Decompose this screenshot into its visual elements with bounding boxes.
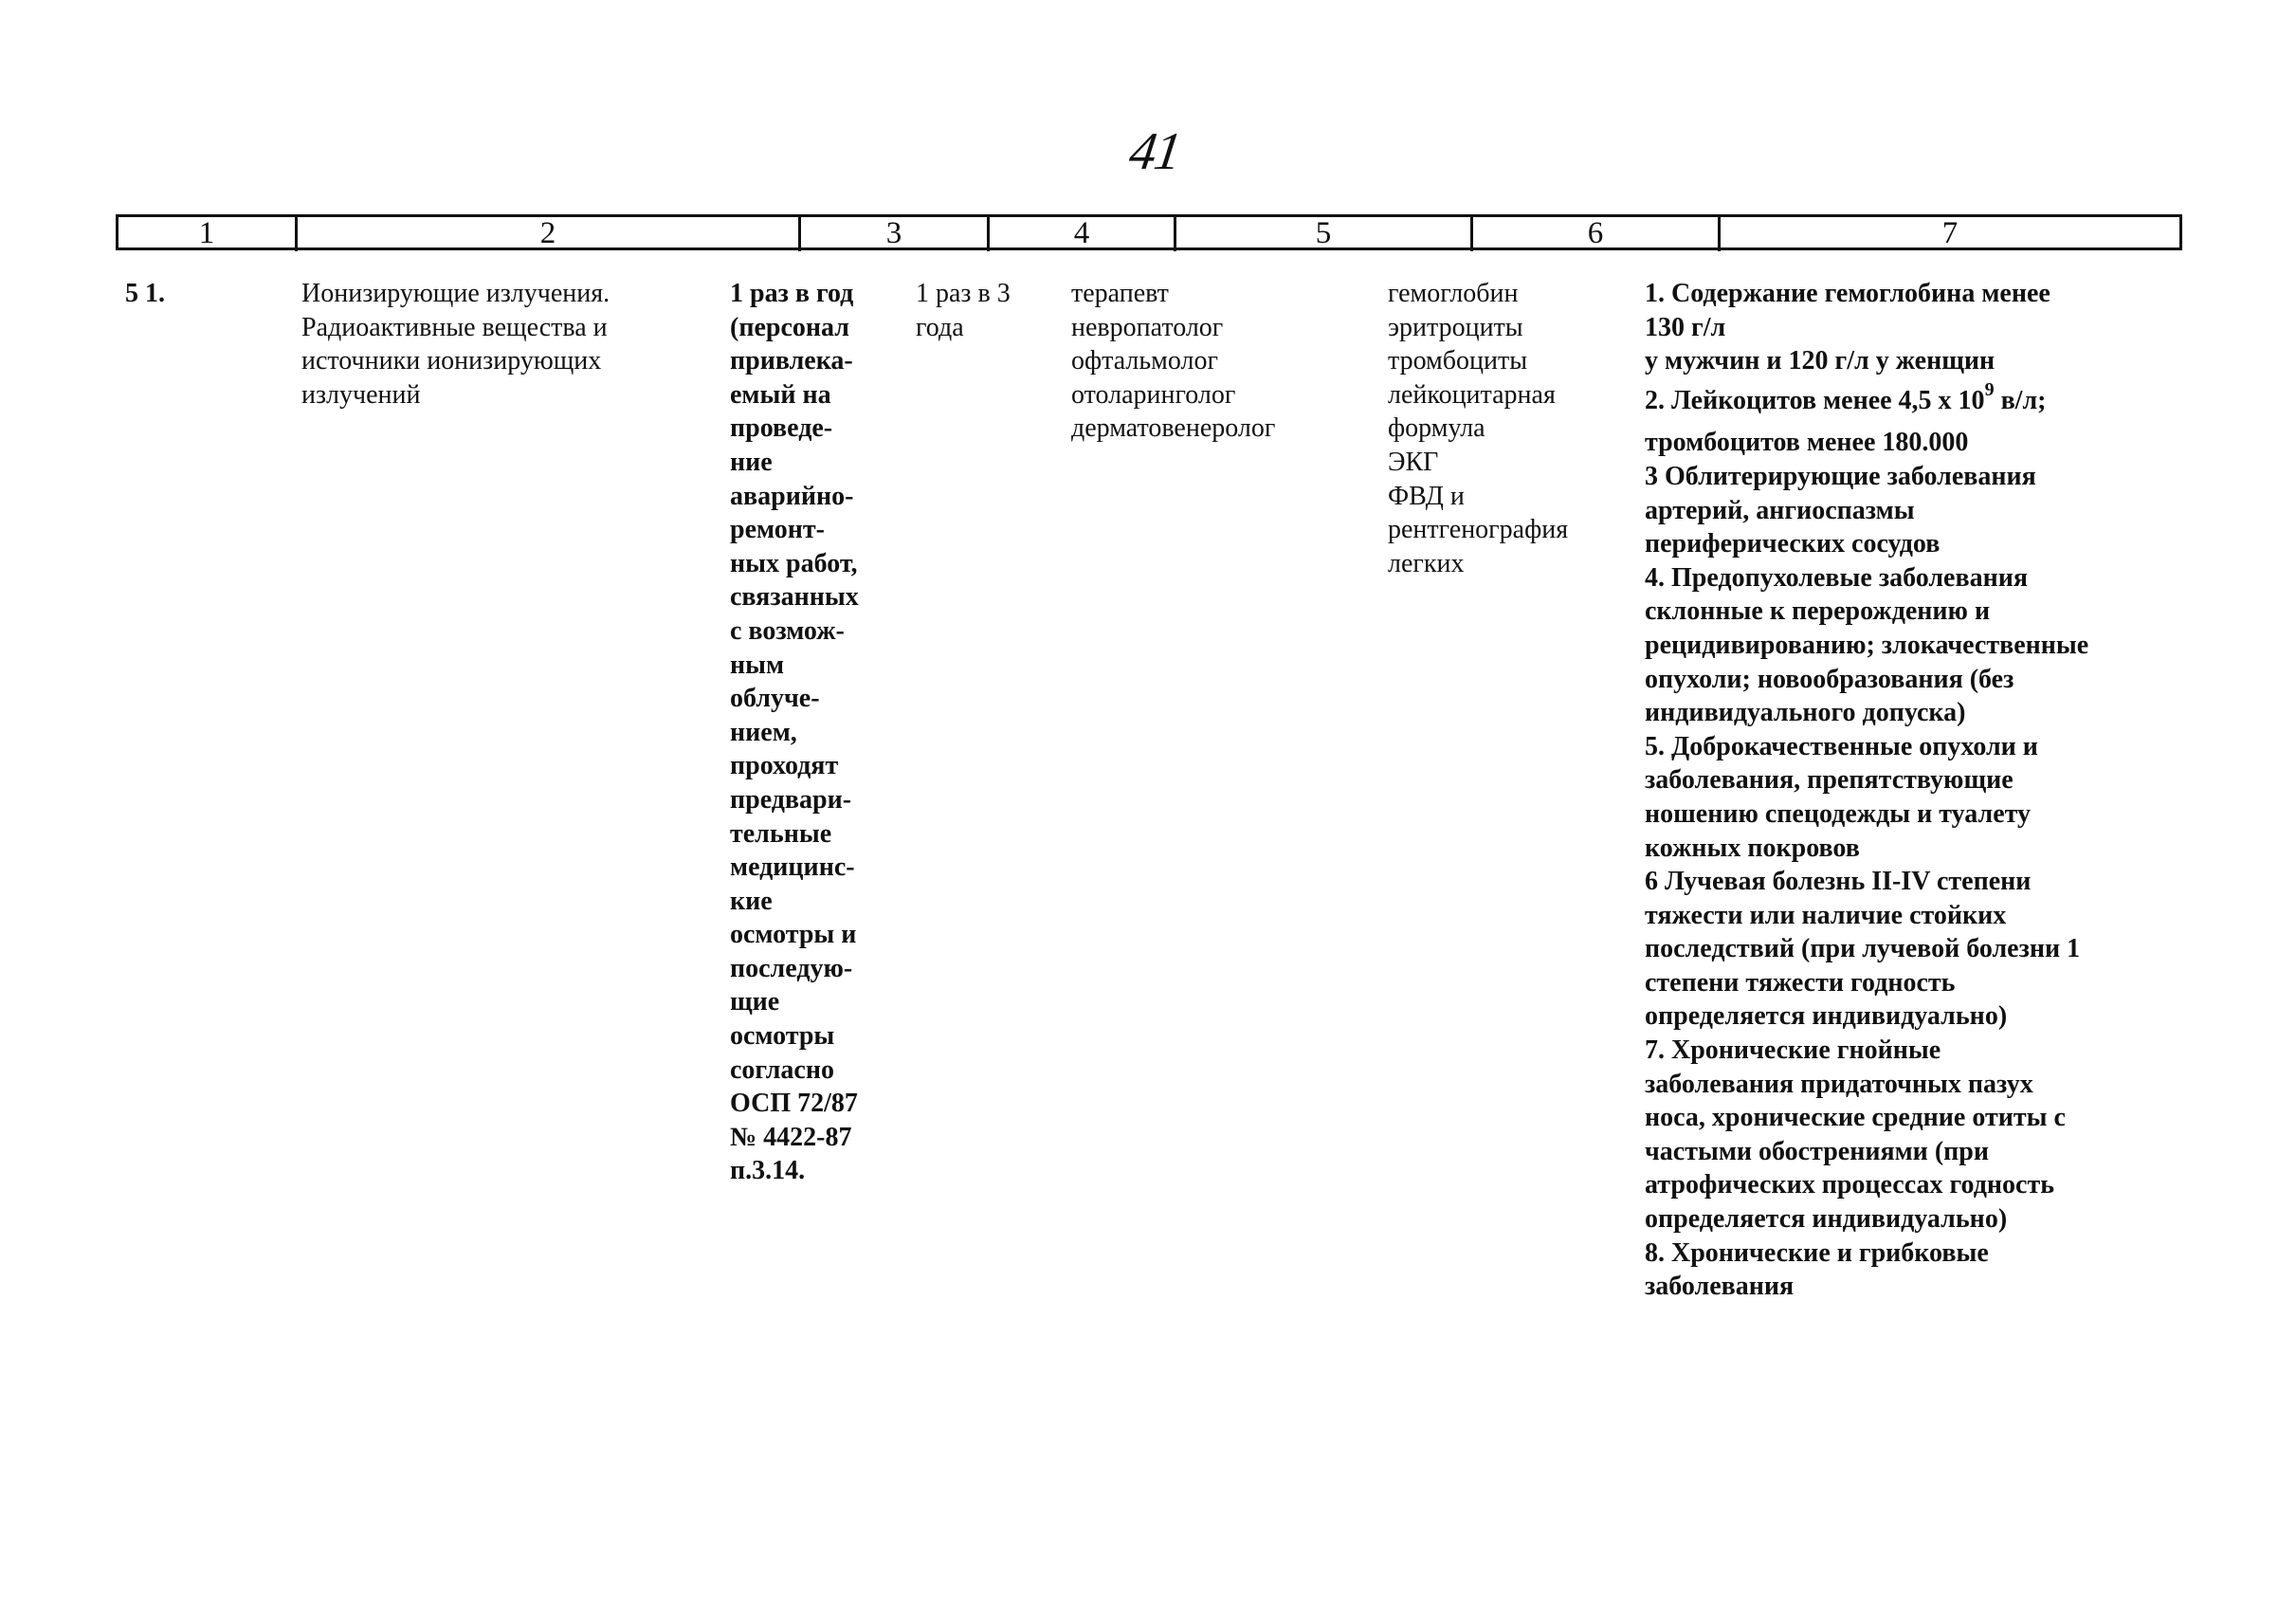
frequency-cell: 1 раз в год (персонал привлека- емый на проведе- ние аварийно- ремонт- ных работ, связанных с возмож- ным облуче- нием, проходят предвари- тельные медицинс- кие осмотры и последую- щие осмотры согласно ОСП 72/87 № 4422-87 п.3.14. (730, 279, 859, 1186)
contraindication-line: заболевания, препятствующие (1645, 765, 2014, 796)
specialist-frequency-cell: 1 раз в 3 года (916, 279, 1011, 342)
contraindication-line: 8. Хронические и грибковые (1645, 1237, 1989, 1268)
contraindication-line: индивидуального допуска) (1645, 698, 1966, 728)
leukocytes-text: 2. Лейкоцитов менее 4,5 х 10 (1645, 385, 1985, 415)
column-number-header (116, 214, 2182, 250)
studies-cell: гемоглобин эритроциты тромбоциты лейкоцитарная формула ЭКГ ФВД и рентгенография легких (1388, 279, 1569, 578)
contraindications-cell (1645, 277, 2195, 1304)
exponent-superscript: 9 (1984, 378, 1995, 400)
contraindication-line: 3 Облитерирующие заболевания (1645, 461, 2036, 491)
column-header-4: 4 (1073, 216, 1090, 250)
row-number: 5 1. (125, 279, 165, 308)
column-header-6: 6 (1587, 216, 1604, 250)
column-header-5: 5 (1315, 216, 1332, 250)
contraindication-list (1645, 426, 2195, 1303)
contraindication-line: ношению спецодежды и туалету (1645, 798, 2032, 829)
leukocytes-unit: в/л; (1994, 385, 2047, 415)
contraindication-line: последствий (при лучевой болезни 1 (1645, 934, 2081, 964)
contraindication-line: атрофических процессах годность (1645, 1170, 2055, 1200)
contraindication-line: тромбоцитов менее 180.000 (1645, 428, 1969, 458)
column-header-1: 1 (198, 216, 215, 250)
contraindication-line: рецидивированию; злокачественные (1645, 630, 2089, 660)
contraindication-line: 4. Предопухолевые заболевания (1645, 562, 2029, 593)
contraindication-line: носа, хронические средние отиты с (1645, 1103, 2066, 1133)
contraindication-line: 130 г/л (1645, 312, 1726, 342)
page-number: 41 (1125, 122, 1184, 181)
contraindication-line: 7. Хронические гнойные (1645, 1035, 1941, 1066)
contraindication-line: заболевания придаточных пазух (1645, 1069, 2033, 1099)
contraindication-line: определяется индивидуально) (1645, 1204, 2008, 1235)
contraindication-line: 6 Лучевая болезнь II-IV степени (1645, 867, 2032, 897)
contraindication-line: периферических сосудов (1645, 529, 1941, 559)
contraindication-line-leukocytes (1645, 378, 2195, 421)
contraindication-line: склонные к перерождению и (1645, 596, 1991, 627)
factor-cell: Ионизирующие излучения. Радиоактивные вещества и источники ионизирующих излучений (301, 279, 610, 410)
column-header-2: 2 (539, 216, 556, 250)
contraindication-line: артерий, ангиоспазмы (1645, 495, 1915, 525)
contraindication-line: у мужчин и 120 г/л у женщин (1645, 346, 1995, 376)
specialists-cell: терапевт невропатолог офтальмолог отоларинголог дерматовенеролог (1071, 279, 1276, 444)
contraindication-line: 1. Содержание гемоглобина менее (1645, 279, 2050, 308)
contraindication-line: частыми обострениями (при (1645, 1136, 1989, 1166)
contraindication-line: заболевания (1645, 1272, 1795, 1302)
contraindication-line: степени тяжести годность (1645, 967, 1956, 998)
column-header-3: 3 (885, 216, 902, 250)
contraindication-line: 5. Доброкачественные опухоли и (1645, 731, 2038, 761)
contraindication-line: опухоли; новообразования (без (1645, 664, 2014, 694)
contraindication-line: кожных покровов (1645, 833, 1860, 863)
column-header-7: 7 (1941, 216, 1959, 250)
contraindication-line: тяжести или наличие стойких (1645, 900, 2007, 930)
contraindication-line: определяется индивидуально) (1645, 1001, 2008, 1032)
